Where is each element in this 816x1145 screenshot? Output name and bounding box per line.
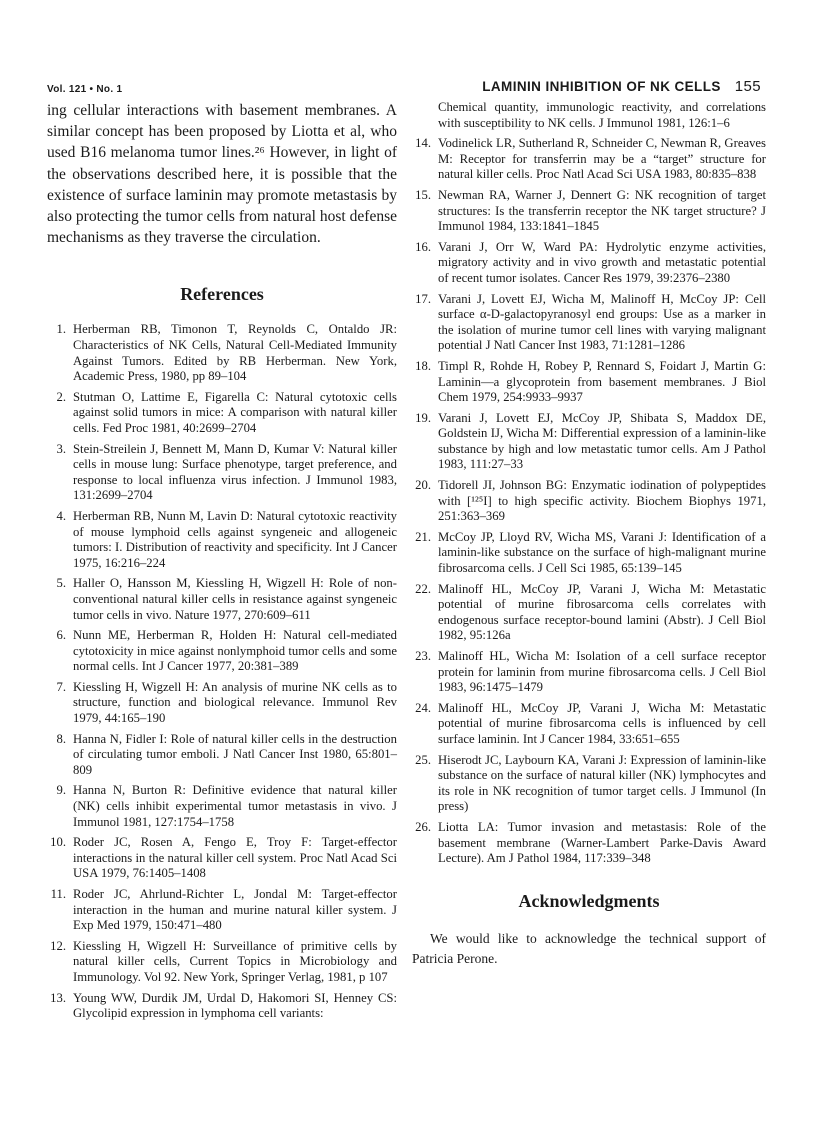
reference-item: 17. Varani J, Lovett EJ, Wicha M, Malinoff H, McCoy JP: Cell surface α-D-galactopyranosyl end groups: Use as a marker in the isolation of murine tumor cell lines with varying malignant potential J Natl Cancer Inst 1983, 71:1281–1286	[415, 291, 766, 353]
reference-item: 12. Kiessling H, Wigzell H: Surveillance of primitive cells by natural killer cells, Current Topics in Microbiology and Immunology. Vol 92. New York, Springer Verlag, 1981, p 107	[50, 938, 397, 984]
references-heading: References	[180, 284, 264, 305]
reference-13-continuation: Chemical quantity, immunologic reactivity, and correlations with susceptibility to NK cells. J Immunol 1981, 126:1–6	[438, 100, 766, 130]
reference-item: 4. Herberman RB, Nunn M, Lavin D: Natural cytotoxic reactivity of mouse lymphoid cells against syngeneic and allogeneic tumors: I. Distribution of reactivity and specificity. Int J Cancer 1975, 16:216–224	[56, 508, 397, 570]
reference-item: 22. Malinoff HL, McCoy JP, Varani J, Wicha M: Metastatic potential of murine fibrosarcoma cells correlates with endogenous surface receptor-bound lamini (Abstr). J Cell Biol 1982, 95:126a	[415, 581, 766, 643]
reference-item: 16. Varani J, Orr W, Ward PA: Hydrolytic enzyme activities, migratory activity and in vivo growth and metastatic potential of recent tumor isolates. Cancer Res 1979, 39:2376–2380	[415, 239, 766, 285]
reference-item: 11. Roder JC, Ahrlund-Richter L, Jondal M: Target-effector interaction in the human and murine natural killer system. J Exp Med 1979, 150:471–480	[50, 887, 397, 933]
reference-item: 2. Stutman O, Lattime E, Figarella C: Natural cytotoxic cells against solid tumors in mice: A comparison with natural killer cells. Fed Proc 1981, 40:2699–2704	[56, 389, 397, 435]
reference-item: 10. Roder JC, Rosen A, Fengo E, Troy F: Target-effector interactions in the natural killer cell system. Proc Natl Acad Sci USA 1979, 76:1405–1408	[50, 835, 397, 881]
reference-item: 21. McCoy JP, Lloyd RV, Wicha MS, Varani J: Identification of a laminin-like substance on the surface of high-malignant murine fibrosarcoma cells. J Cell Sci 1985, 65:139–145	[415, 529, 766, 576]
reference-item: 3. Stein-Streilein J, Bennett M, Mann D, Kumar V: Natural killer cells in mouse lung: Surface phenotype, target preference, and response to local influenza virus infection. J Immunol 1983, 131:2699–2704	[56, 441, 397, 503]
page-number: 155	[734, 78, 761, 95]
reference-item: 25. Hiserodt JC, Laybourn KA, Varani J: Expression of laminin-like substance on the surface of natural killer (NK) lymphocytes and its role in NK recognition of tumor target cells. J Immunol (In press)	[415, 752, 766, 814]
reference-item: 18. Timpl R, Rohde H, Robey P, Rennard S, Foidart J, Martin G: Laminin—a glycoprotein from basement membranes. J Biol Chem 1979, 254:9933–9937	[415, 358, 766, 405]
reference-list-part-2	[412, 136, 766, 867]
running-title: LAMININ INHIBITION OF NK CELLS	[482, 79, 721, 94]
reference-item: 5. Haller O, Hansson M, Kiessling H, Wigzell H: Role of non-conventional natural killer cells in resistance against syngeneic tumor cells in vivo. Nature 1977, 270:609–611	[56, 576, 397, 622]
reference-item: 7. Kiessling H, Wigzell H: An analysis of murine NK cells as to structure, function and biological relevance. Immunol Rev 1979, 44:165–190	[56, 679, 397, 726]
reference-item: 8. Hanna N, Fidler I: Role of natural killer cells in the destruction of circulating tumor emboli. J Natl Cancer Inst 1980, 65:801–809	[56, 731, 397, 777]
reference-list-part-1	[47, 322, 397, 1021]
reference-item: 6. Nunn ME, Herberman R, Holden H: Natural cell-mediated cytotoxicity in mice against nonlymphoid tumor cells and some normal cells. Int J Cancer 1977, 20:381–389	[56, 628, 397, 674]
reference-item: 13. Young WW, Durdik JM, Urdal D, Hakomori SI, Henney CS: Glycolipid expression in lymphoma cell variants:	[50, 990, 397, 1021]
right-column	[412, 100, 766, 969]
reference-item: 23. Malinoff HL, Wicha M: Isolation of a cell surface receptor protein for laminin from murine fibrosarcoma cells. J Cell Biol 1983, 96:1475–1479	[415, 649, 766, 695]
reference-item: 1. Herberman RB, Timonon T, Reynolds C, Ontaldo JR: Characteristics of NK Cells, Natural Cell-Mediated Immunity Against Tumors. Edited by RB Herberman. New York, Academic Press, 1980, pp 89–104	[56, 322, 397, 384]
running-header	[482, 78, 761, 95]
reference-item: 15. Newman RA, Warner J, Dennert G: NK recognition of target structures: Is the transferrin receptor the NK target structure? J Immunol 1984, 133:1841–1845	[415, 187, 766, 234]
acknowledgments-heading: Acknowledgments	[518, 890, 660, 911]
volume-issue: Vol. 121 • No. 1	[47, 84, 123, 95]
reference-item: 20. Tidorell JI, Johnson BG: Enzymatic iodination of polypeptides with [¹²⁵I] to high specific activity. Biochem Biophys 1971, 251:363–369	[415, 478, 766, 524]
reference-item: 26. Liotta LA: Tumor invasion and metastasis: Role of the basement membrane (Warner-Lambert Parke-Davis Award Lecture). Am J Pathol 1984, 117:339–348	[415, 819, 766, 866]
left-column	[47, 100, 397, 1027]
reference-item: 14. Vodinelick LR, Sutherland R, Schneider C, Newman R, Greaves M: Receptor for transferrin may be a “target” structure for natural killer cells. Proc Natl Acad Sci USA 1983, 80:835–838	[415, 136, 766, 182]
acknowledgments-paragraph: We would like to acknowledge the technical support of Patricia Perone.	[412, 930, 766, 966]
reference-item: 9. Hanna N, Burton R: Definitive evidence that natural killer (NK) cells inhibit experimental tumor metastasis in vivo. J Immunol 1981, 127:1754–1758	[56, 783, 397, 829]
discussion-paragraph: ing cellular interactions with basement membranes. A similar concept has been proposed by Liotta et al, who used B16 melanoma tumor lines.²⁶ However, in light of the observations described here, it is possible that the existence of surface laminin may promote metastasis by also protecting the tumor cells from natural host defense mechanisms as they traverse the circulation.	[47, 102, 397, 247]
reference-item: 19. Varani J, Lovett EJ, McCoy JP, Shibata S, Maddox DE, Goldstein IJ, Wicha M: Differential expression of a laminin-like substance by high and low metastatic tumor cells. Am J Pathol 1983, 111:27–33	[415, 410, 766, 472]
reference-item: 24. Malinoff HL, McCoy JP, Varani J, Wicha M: Metastatic potential of murine fibrosarcoma cells is influenced by cell surface laminin. Int J Cancer 1984, 33:651–655	[415, 700, 766, 746]
